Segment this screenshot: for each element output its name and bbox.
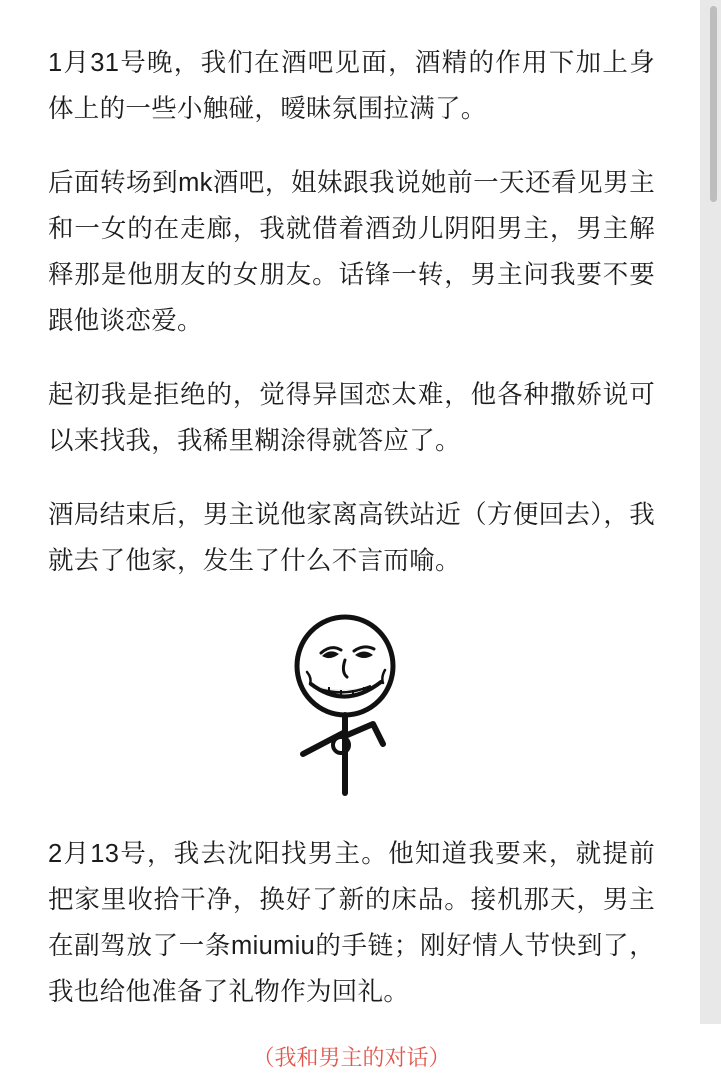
vertical-scrollbar[interactable] — [700, 0, 721, 1024]
vertical-scroll-thumb[interactable] — [710, 6, 717, 202]
troll-face-meme-icon — [267, 610, 437, 805]
image-caption: （我和男主的对话） — [252, 1045, 451, 1070]
meme-image-container — [48, 610, 655, 805]
paragraph-1: 1月31号晚，我们在酒吧见面，酒精的作用下加上身体上的一些小触碰，暧昧氛围拉满了。 — [48, 49, 655, 123]
paragraph-3: 起初我是拒绝的，觉得异国恋太难，他各种撒娇说可以来找我，我稀里糊涂得就答应了。 — [48, 381, 655, 455]
paragraph-5: 2月13号，我去沈阳找男主。他知道我要来，就提前把家里收拾干净，换好了新的床品。接机那天，男主在副驾放了一条miumiu的手链；刚好情人节快到了，我也给他准备了礼物作为回礼。 — [48, 840, 655, 1006]
paragraph-2: 后面转场到mk酒吧，姐妹跟我说她前一天还看见男主和一女的在走廊，我就借着酒劲儿阴阳男主，男主解释那是他朋友的女朋友。话锋一转，男主问我要不要跟他谈恋爱。 — [48, 169, 655, 335]
page-bottom-edge — [0, 1016, 700, 1024]
paragraph-4: 酒局结束后，男主说他家离高铁站近（方便回去），我就去了他家，发生了什么不言而喻。 — [48, 501, 655, 575]
